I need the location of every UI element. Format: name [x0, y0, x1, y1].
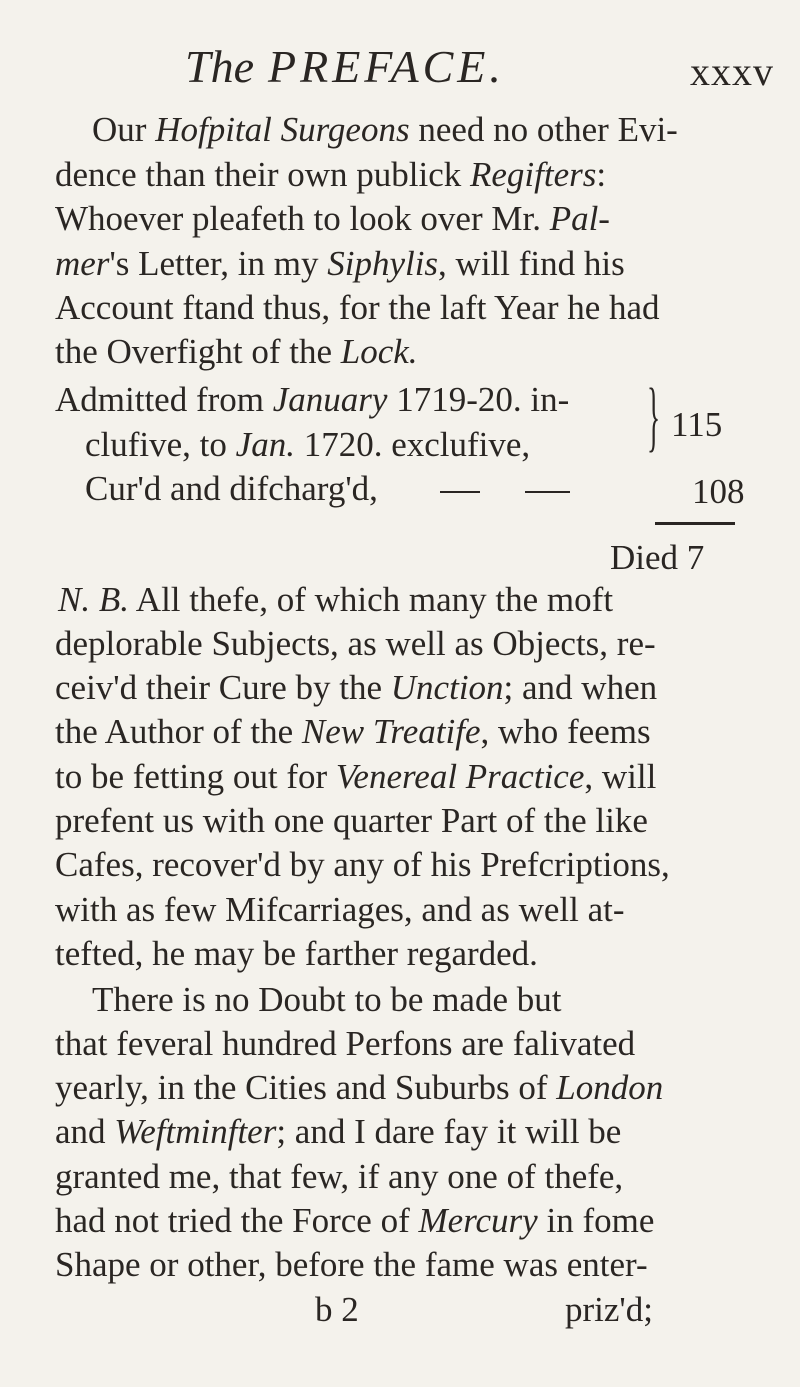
- cured-total: 108: [692, 472, 745, 511]
- account-row-admitted: [55, 380, 770, 420]
- catchword: priz'd;: [565, 1290, 653, 1329]
- text-run: ceiv'd their Cure by the: [55, 668, 391, 707]
- text-run: ; and I dare fay it will be: [276, 1112, 622, 1151]
- italic-run: Siphylis: [327, 244, 439, 283]
- italic-run: Weftminfter: [114, 1112, 277, 1151]
- text-run: need no other Evi-: [409, 110, 678, 149]
- admitted-total: 115: [671, 405, 723, 444]
- signature-mark: b 2: [315, 1290, 359, 1329]
- text-line: [55, 668, 770, 708]
- text-run: 1719-20. in-: [387, 380, 570, 419]
- text-line: [55, 712, 770, 752]
- brace-glyph: }: [647, 372, 661, 459]
- text-run: , who feems: [480, 712, 651, 751]
- text-line: [55, 155, 770, 195]
- text-run: 1720. exclufive,: [294, 425, 531, 464]
- italic-run: January: [272, 380, 388, 419]
- italic-run: Unction: [390, 668, 504, 707]
- text-line: with as few Mifcarriages, and as well at-: [55, 890, 625, 929]
- italic-run: Hofpital Surgeons: [155, 110, 410, 149]
- running-title: [185, 40, 505, 93]
- text-line: Cafes, recover'd by any of his Prefcriptions,: [55, 845, 670, 884]
- text-line: [58, 580, 773, 620]
- text-line: [55, 244, 770, 284]
- text-line: [55, 1068, 770, 1108]
- running-title-the: The: [185, 41, 254, 92]
- text-run: had not tried the Force of: [55, 1201, 419, 1240]
- leader-dash: [440, 491, 480, 493]
- running-header: [0, 40, 800, 100]
- text-line: deplorable Subjects, as well as Objects, re-: [55, 624, 656, 663]
- text-run: :: [596, 155, 607, 194]
- text-line: that feveral hundred Perfons are falivated: [55, 1024, 636, 1063]
- died-total: 7: [686, 538, 705, 577]
- text-run: All thefe, of which many the moft: [128, 580, 614, 619]
- italic-run: New Treatife: [301, 712, 481, 751]
- text-run: the Overfight of the: [55, 332, 341, 371]
- italic-run: Venereal Practice: [335, 757, 585, 796]
- text-run: the Author of the: [55, 712, 302, 751]
- text-run: 's Letter, in my: [109, 244, 328, 283]
- text-run: Our: [92, 110, 156, 149]
- italic-run: Regifters: [470, 155, 597, 194]
- text-run: , will find his: [438, 244, 625, 283]
- text-run: and: [55, 1112, 115, 1151]
- text-line: Account ftand thus, for the laft Year he had: [55, 288, 660, 327]
- text-run: , will: [584, 757, 657, 796]
- text-line: granted me, that few, if any one of thefe,: [55, 1157, 624, 1196]
- sum-rule: [655, 522, 735, 525]
- italic-run: mer: [55, 244, 110, 283]
- text-line: [55, 332, 770, 372]
- text-run: to be fetting out for: [55, 757, 336, 796]
- text-run: dence than their own publick: [55, 155, 471, 194]
- italic-run: Mercury: [418, 1201, 538, 1240]
- text-line: [55, 1201, 770, 1241]
- italic-run: Pal-: [549, 199, 610, 238]
- text-run: in fome: [537, 1201, 655, 1240]
- died-label: Died: [610, 538, 679, 577]
- text-line: [55, 757, 770, 797]
- italic-run: Jan.: [235, 425, 295, 464]
- italic-run: N. B.: [58, 580, 129, 619]
- text-run: clufive, to: [85, 425, 236, 464]
- text-run: Whoever pleafeth to look over Mr.: [55, 199, 550, 238]
- text-line: [92, 110, 800, 150]
- italic-run: London: [556, 1068, 664, 1107]
- account-row-died: [610, 538, 704, 578]
- text-line: prefent us with one quarter Part of the like: [55, 801, 648, 840]
- page-number: xxxv: [690, 49, 774, 94]
- text-run: yearly, in the Cities and Suburbs of: [55, 1068, 557, 1107]
- leader-dash: [525, 491, 570, 493]
- text-line: [55, 1112, 770, 1152]
- text-line: Shape or other, before the fame was enter-: [55, 1245, 648, 1284]
- text-line: tefted, he may be farther regarded.: [55, 934, 538, 973]
- text-line: There is no Doubt to be made but: [92, 980, 562, 1019]
- text-run: Cur'd and difcharg'd,: [85, 469, 378, 508]
- text-line: [55, 199, 770, 239]
- italic-run: Lock.: [340, 332, 418, 371]
- text-run: ; and when: [503, 668, 658, 707]
- text-run: Admitted from: [55, 380, 273, 419]
- running-title-main: PREFACE.: [268, 41, 505, 92]
